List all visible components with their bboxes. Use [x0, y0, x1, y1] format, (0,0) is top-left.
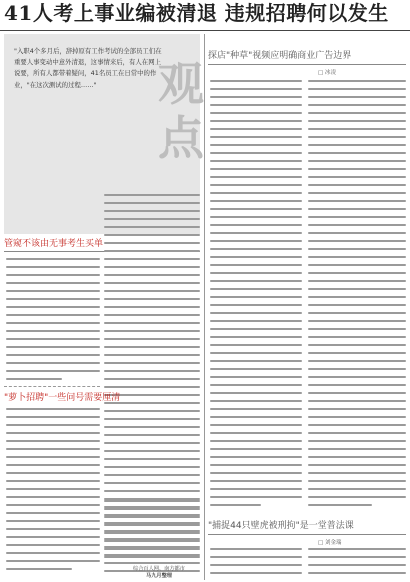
section-title-left-mid: "萝卜招聘"一些问号需要厘清: [4, 393, 121, 403]
byline-right-mid: □ 刘金瑞: [318, 540, 342, 546]
section-title-right-mid: "捕捉44只壁虎被刑拘"是一堂普法课: [208, 521, 354, 531]
section-rule-right: [208, 64, 406, 65]
tagline-line2: 马九月整理: [146, 573, 172, 579]
byline-right-top: □ 冰凌: [318, 70, 336, 76]
section-title-right-top: 探店"种草"视频应明确商业广告边界: [208, 51, 352, 61]
article-right-mid-col2: [308, 548, 406, 580]
deco-char-2: 点: [158, 111, 204, 165]
intro-text: "入职4个多月后，辞掉原有工作考试的全部员工们在重要人事变动中意外清退，这事情来后，有人在网上说要，所有人都带着疑问，41名员工在日常中的作业，"在这次测试的过程……": [14, 47, 162, 89]
tagline: [118, 566, 200, 580]
deco-char-1: 观: [158, 57, 204, 111]
article-right-top-col2: [308, 80, 406, 512]
article-right-top-col1: [210, 80, 302, 512]
top-rule: [0, 30, 410, 31]
article-left-top-col1: [6, 258, 100, 386]
column-divider: [204, 34, 205, 580]
article-right-mid-col1: [210, 548, 302, 580]
section-rule-right-mid: [208, 534, 406, 535]
article-left-mid-col1: [6, 408, 100, 576]
tagline-line1: 综合百人网、南方都市: [133, 566, 185, 572]
headline: 41人考上事业编被清退 违规招聘何以发生: [4, 1, 389, 25]
section-title-left-top: 管窥不该由无事考生买单: [4, 239, 104, 249]
dashed-divider: [4, 386, 100, 387]
article-left-mid-col2: [104, 500, 200, 564]
